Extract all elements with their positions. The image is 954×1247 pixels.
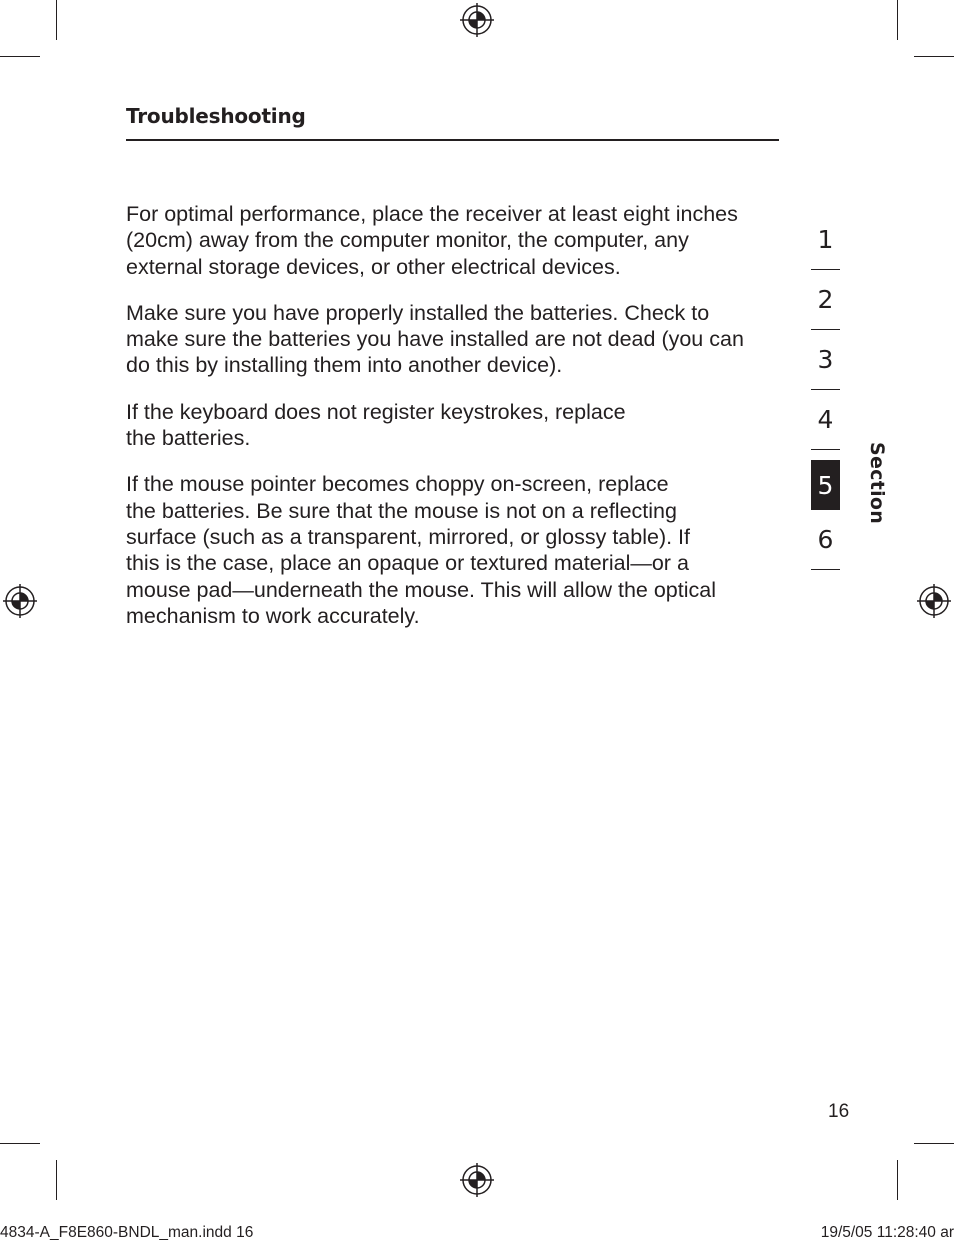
page-number: 16	[828, 1101, 850, 1122]
crop-mark	[0, 56, 40, 57]
section-label: Section	[866, 442, 888, 525]
crop-mark	[0, 1143, 40, 1144]
crop-mark	[897, 1160, 898, 1200]
crop-mark	[897, 0, 898, 40]
page-header-title: Troubleshooting	[126, 104, 306, 128]
section-tab-1[interactable]: 1	[811, 210, 840, 270]
section-nav	[811, 210, 840, 570]
crop-mark	[56, 0, 57, 40]
header-divider	[126, 139, 779, 141]
slug-timestamp: 19/5/05 11:28:40 ar	[820, 1224, 954, 1241]
paragraph: For optimal performance, place the receiver at least eight inches (20cm) away from the computer monitor, the computer, any external storage devices, or other electrical devices.	[126, 202, 738, 279]
paragraph: If the keyboard does not register keystrokes, replace the batteries.	[126, 399, 626, 451]
paragraph: If the mouse pointer becomes choppy on-screen, replace the batteries. Be sure that the mouse is not on a reflecting surface (such as a transparent, mirrored, or glossy table). If this is the case, place an opaque or textured material—or a mouse pad—underneath the mouse. This will allow the optical mechanism to work accurately.	[126, 472, 716, 628]
registration-mark-icon	[460, 1163, 494, 1197]
crop-mark	[914, 56, 954, 57]
registration-mark-icon	[3, 584, 37, 618]
section-tab-5-active[interactable]: 5	[811, 460, 840, 510]
section-tab-3[interactable]: 3	[811, 330, 840, 390]
crop-mark	[914, 1143, 954, 1144]
registration-mark-icon	[917, 584, 951, 618]
crop-mark	[56, 1160, 57, 1200]
slug-file-info: 4834-A_F8E860-BNDL_man.indd 16	[0, 1224, 254, 1241]
paragraph: Make sure you have properly installed the batteries. Check to make sure the batteries you have installed are not dead (you can do this by installing them into another device).	[126, 300, 744, 378]
section-tab-6[interactable]: 6	[811, 510, 840, 570]
registration-mark-icon	[460, 3, 494, 37]
section-tab-2[interactable]: 2	[811, 270, 840, 330]
troubleshooting-body	[126, 201, 776, 649]
section-tab-4[interactable]: 4	[811, 390, 840, 450]
